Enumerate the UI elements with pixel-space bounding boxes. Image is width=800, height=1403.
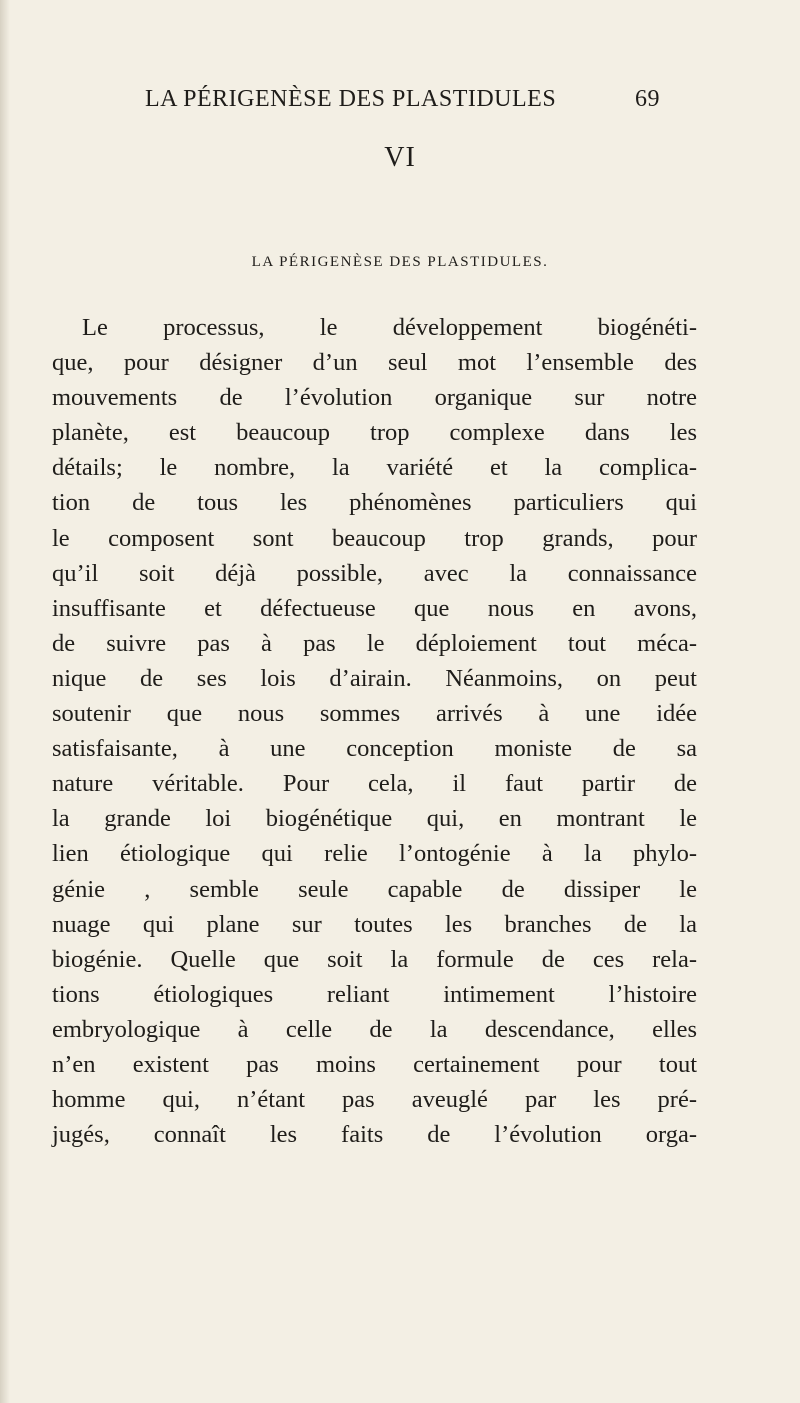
text-line: satisfaisante, à une conception moniste de sa xyxy=(52,735,697,763)
text-line: de suivre pas à pas le déploiement tout méca- xyxy=(52,629,697,657)
page-number: 69 xyxy=(635,86,660,112)
text-line: soutenir que nous sommes arrivés à une idée xyxy=(52,700,697,728)
text-line: lien étiologique qui relie l’ontogénie à la phylo- xyxy=(52,840,697,868)
text-line: planète, est beaucoup trop complexe dans les xyxy=(52,419,697,447)
page-edge-shadow xyxy=(0,0,10,1403)
text-line: nature véritable. Pour cela, il faut partir de xyxy=(52,770,697,798)
running-title: LA PÉRIGENÈSE DES PLASTIDULES xyxy=(145,86,557,112)
text-line: n’en existent pas moins certainement pour tout xyxy=(52,1050,697,1078)
text-line: insuffisante et défectueuse que nous en avons, xyxy=(52,594,697,622)
text-line: nique de ses lois d’airain. Néanmoins, on peut xyxy=(52,664,697,692)
text-line: que, pour désigner d’un seul mot l’ensemble des xyxy=(52,349,697,377)
text-line: mouvements de l’évolution organique sur notre xyxy=(52,384,697,412)
text-line: génie , semble seule capable de dissiper le xyxy=(52,875,697,903)
chapter-number: VI xyxy=(384,142,416,173)
text-line: tion de tous les phénomènes particuliers qui xyxy=(52,489,697,517)
text-line: biogénie. Quelle que soit la formule de ces rela- xyxy=(52,945,697,973)
text-line: tions étiologiques reliant intimement l’histoire xyxy=(52,980,697,1008)
text-line: nuage qui plane sur toutes les branches de la xyxy=(52,910,697,938)
text-line: la grande loi biogénétique qui, en montrant le xyxy=(52,805,697,833)
text-line: qu’il soit déjà possible, avec la connaissance xyxy=(52,559,697,587)
text-line: embryologique à celle de la descendance, elles xyxy=(52,1015,697,1043)
chapter-title: LA PÉRIGENÈSE DES PLASTIDULES. xyxy=(251,254,549,270)
text-line: Le processus, le développement biogénéti- xyxy=(82,314,697,341)
text-line: le composent sont beaucoup trop grands, pour xyxy=(52,524,697,552)
text-line: homme qui, n’étant pas aveuglé par les pré- xyxy=(52,1086,697,1114)
text-line: détails; le nombre, la variété et la complica- xyxy=(52,454,697,482)
body-paragraph xyxy=(52,310,697,1152)
text-line: jugés, connaît les faits de l’évolution orga- xyxy=(52,1121,697,1149)
running-header xyxy=(145,86,660,113)
